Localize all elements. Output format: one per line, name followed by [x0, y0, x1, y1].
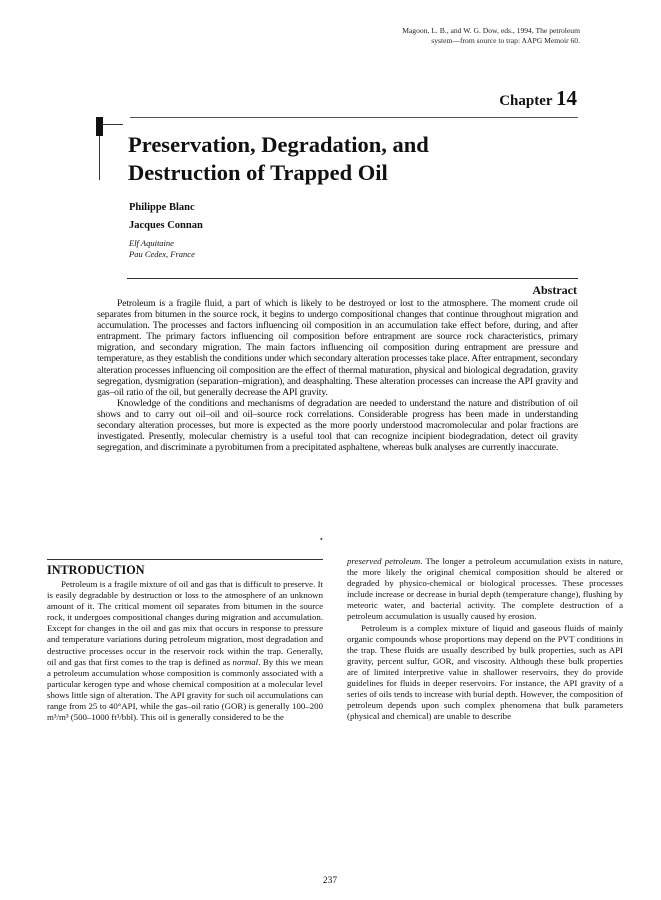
intro-term-normal: normal — [232, 656, 259, 667]
introduction-paragraph-1-continued — [347, 556, 623, 623]
page-title — [128, 131, 568, 187]
abstract-body — [97, 298, 578, 453]
introduction-right-column — [347, 556, 623, 722]
introduction-left-column — [47, 579, 323, 723]
author-2: Jacques Connan — [129, 220, 203, 231]
abstract-heading: Abstract — [532, 283, 577, 297]
introduction-heading: INTRODUCTION — [47, 563, 145, 577]
intro-p1-part-b: . By this we mean a petroleum accumulation whose composition is commonly associated with a particular kerogen type and whose chemical composition at a molecular level shows little sign of alteration. The API gravity for such oil accumulations can range from 25 to 40°API, while the gas–oil ratio (GOR) is generally 100–200 m³/m³ (500–1000 ft³/bbl). This oil is generally considered to be the — [47, 656, 323, 723]
intro-p1-part-c: . The longer a petroleum accumulation exists in nature, the more likely the original chemical composition should be altered or degraded by physico-chemical or biological processes. These processes include increase or decrease in burial depth (temperature change), flushing by meteoric water, and bacterial activity. The complete destruction of a petroleum accumulation is usually caused by erosion. — [347, 556, 623, 622]
chapter-vertical-rule — [99, 136, 100, 180]
affiliation-line-1: Elf Aquitaine — [129, 238, 174, 248]
citation — [300, 26, 580, 46]
abstract-paragraph-1: Petroleum is a fragile fluid, a part of which is likely to be destroyed or lost to the atmosphere. The moment crude oil separates from bitumen in the source rock, it begins to undergo compositional changes that continue throughout migration and accumulation. The processes and factors influencing oil composition in an accumulation take effect before, during, and after entrapment. The primary factors influencing oil composition before entrapment are source rock characteristics, primary migration, and secondary migration. The main factors influencing oil composition during entrapment are pressure and temperature, as they establish the conditions under which secondary alteration processes take place. After entrapment, secondary alteration processes influencing oil composition are the effect of thermal maturation, physical and biological degradation, gravity segregation, dysmigration (separation–migration), and deasphalting. These alteration processes can increase the API gravity and gas–oil ratio of the oil, but generally decrease the API gravity. — [97, 298, 578, 398]
page-number: 237 — [322, 876, 338, 886]
intro-p1-part-a: Petroleum is a fragile mixture of oil and gas that is difficult to preserve. It is easily degradable by destruction or loss to the atmosphere of an unknown amount of it. The critical moment oil separates from bitumen in the source rock, it undergoes compositional changes during migration and accumulation. Except for changes in the oil and gas mix that occurs in response to pressure and temperature variations during petroleum migration, most degradation and destructive processes occur in the reservoir rock within the trap. Generally, oil and gas that first comes to the trap is defined as — [47, 579, 323, 667]
chapter-black-block — [96, 117, 103, 136]
author-1: Philippe Blanc — [129, 202, 195, 213]
chapter-word: Chapter — [499, 93, 553, 109]
citation-line-2: system—from source to trap: AAPG Memoir 60. — [431, 36, 580, 45]
title-line-1: Preservation, Degradation, and — [128, 132, 429, 157]
introduction-rule — [47, 559, 323, 560]
chapter-rule — [130, 117, 578, 118]
chapter-short-rule — [103, 124, 123, 125]
chapter-number: 14 — [556, 86, 577, 110]
introduction-paragraph-1 — [47, 579, 323, 723]
citation-line-1: Magoon, L. B., and W. G. Dow, eds., 1994, The petroleum — [402, 26, 580, 35]
intro-term-preserved: preserved petroleum — [347, 556, 421, 566]
affiliation-line-2: Pau Cedex, France — [129, 249, 195, 259]
title-line-2: Destruction of Trapped Oil — [128, 160, 388, 185]
abstract-rule — [127, 278, 578, 279]
introduction-paragraph-2: Petroleum is a complex mixture of liquid and gaseous fluids of mainly organic compounds whose proportions may depend on the PVT conditions in the trap. These fluids are usually described by bulk properties, such as API gravity, percent sulfur, GOR, and viscosity. Although these bulk properties are of limited interpretive value in shallower reservoirs, they do provide guidelines for fluids in deeper reservoirs. For instance, the API gravity of a series of oils tends to increase with burial depth. However, the composition of petroleum depends upon such complex phenomena that bulk parameters (physical and chemical) are unable to describe — [347, 622, 623, 722]
abstract-paragraph-2: Knowledge of the conditions and mechanisms of degradation are needed to understand the nature and distribution of oil shows and to carry out oil–oil and oil–source rock correlations. Considerable progress has been made in understanding secondary alteration processes, but more is expected as the more poorly understood macromolecular and polar fractions are investigated. Presently, molecular chemistry is a useful tool that can recognize incipient biodegradation, detect oil gravity segregation, and discriminate a pyrobitumen from a precipitated asphaltene, whereas bulk analyses are currently inaccurate. — [97, 397, 578, 454]
chapter-label — [420, 88, 577, 111]
separator-dot: • — [320, 535, 323, 544]
